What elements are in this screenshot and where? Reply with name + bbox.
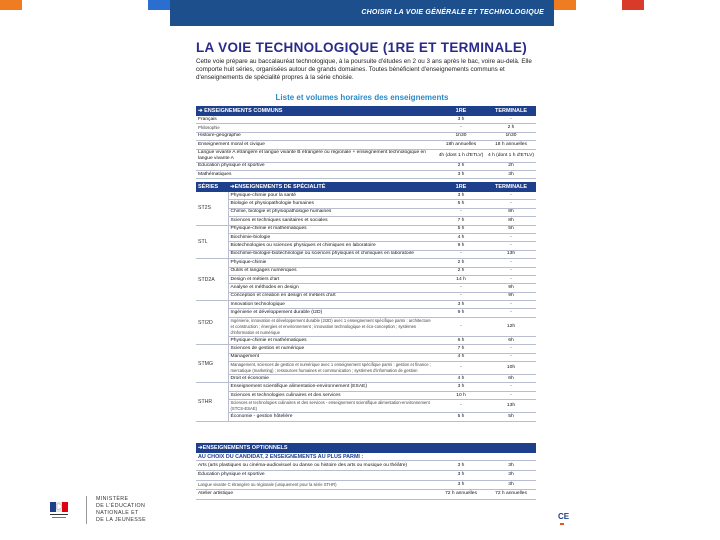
specialty-row bbox=[196, 250, 536, 258]
specialty-header-terminale: TERMINALE bbox=[486, 182, 536, 192]
specialty-row-label: Physique-chimie pour la santé bbox=[228, 192, 436, 200]
common-row bbox=[196, 170, 536, 178]
specialty-header-row bbox=[196, 182, 536, 192]
common-header-label: ➔ ENSEIGNEMENTS COMMUNS bbox=[196, 106, 436, 116]
header-ribbon bbox=[170, 0, 554, 26]
common-header-premiere: 1RE bbox=[436, 106, 486, 116]
top-accent-red bbox=[622, 0, 644, 10]
common-row-premiere: 2 h bbox=[436, 162, 486, 170]
specialty-row-label: Droit et économie bbox=[228, 375, 436, 383]
specialty-row bbox=[196, 317, 536, 336]
series-name: STI2D bbox=[196, 301, 228, 345]
specialty-row-terminale: 9h bbox=[486, 284, 536, 292]
specialty-row bbox=[196, 192, 536, 200]
table-subtitle: Liste et volumes horaires des enseignements bbox=[275, 93, 449, 102]
common-row-label: Mathématiques bbox=[196, 170, 436, 178]
common-row-premiere: 18h annuelles bbox=[436, 141, 486, 149]
specialty-row-premiere: 4 h bbox=[436, 233, 486, 241]
common-header-row bbox=[196, 106, 536, 116]
specialty-row-premiere: 5 h bbox=[436, 225, 486, 233]
specialty-row bbox=[196, 309, 536, 317]
common-row-terminale: 4 h (dont 1 h d'ETLV) bbox=[486, 149, 536, 162]
common-row-terminale: 18 h annuelles bbox=[486, 141, 536, 149]
specialty-row-terminale: 8h bbox=[486, 217, 536, 225]
specialty-row-terminale: - bbox=[486, 383, 536, 391]
optional-row-label: Langue vivante C étrangère ou régionale (uniquement pour la série STHR) bbox=[196, 480, 436, 490]
specialty-row-terminale: 6h bbox=[486, 375, 536, 383]
specialty-row bbox=[196, 242, 536, 250]
specialty-row-label: Physique-chimie bbox=[228, 259, 436, 267]
common-row-terminale: 2h bbox=[486, 162, 536, 170]
specialty-row bbox=[196, 391, 536, 399]
common-row bbox=[196, 116, 536, 124]
specialty-row bbox=[196, 336, 536, 344]
optional-row-premiere: 72 h annuelles bbox=[436, 490, 486, 500]
specialty-row-terminale: - bbox=[486, 391, 536, 399]
specialty-row-terminale: - bbox=[486, 192, 536, 200]
common-row-premiere: 1h30 bbox=[436, 132, 486, 140]
specialty-row bbox=[196, 345, 536, 353]
specialty-row-label: Biochimie-biologie bbox=[228, 233, 436, 241]
specialty-row-terminale: 13h bbox=[486, 400, 536, 413]
specialty-row-premiere: - bbox=[436, 292, 486, 300]
common-row bbox=[196, 141, 536, 149]
specialty-row-label: Innovation technologique bbox=[228, 301, 436, 309]
specialty-row bbox=[196, 353, 536, 361]
specialty-row bbox=[196, 400, 536, 413]
specialty-row bbox=[196, 275, 536, 283]
specialty-row-premiere: 5 h bbox=[436, 413, 486, 421]
specialty-row-premiere: 5 h bbox=[436, 200, 486, 208]
specialty-row-label: Sciences et technologies culinaires et des services - enseignement scientifique alimentation-environnement (STCS-ESAE) bbox=[228, 400, 436, 413]
specialty-row-label: Physique-chimie et mathématiques bbox=[228, 336, 436, 344]
specialty-row-label: Chimie, biologie et physiopathologie humaines bbox=[228, 208, 436, 216]
common-row-premiere: 3 h bbox=[436, 170, 486, 178]
specialty-row bbox=[196, 362, 536, 375]
specialty-row-premiere: 10 h bbox=[436, 391, 486, 399]
optional-header-label: ➔ENSEIGNEMENTS OPTIONNELS bbox=[196, 443, 536, 453]
common-row-terminale: 2 h bbox=[486, 124, 536, 132]
optional-row-label: Éducation physique et sportive bbox=[196, 470, 436, 480]
specialty-row-label: Conception et création en design et métiers d'art bbox=[228, 292, 436, 300]
specialty-row-terminale: 8h bbox=[486, 208, 536, 216]
specialty-row-premiere: 3 h bbox=[436, 301, 486, 309]
common-row bbox=[196, 132, 536, 140]
specialty-row bbox=[196, 267, 536, 275]
series-name: STMG bbox=[196, 345, 228, 383]
specialty-row bbox=[196, 233, 536, 241]
specialty-row-terminale: - bbox=[486, 233, 536, 241]
optional-row-label: Arts (arts plastiques ou cinéma-audiovisuel ou danse ou histoire des arts ou musique ou théâtre) bbox=[196, 461, 436, 471]
specialty-row-terminale: 6h bbox=[486, 336, 536, 344]
specialty-row bbox=[196, 375, 536, 383]
specialty-row-label: Ingénierie et développement durable (I2D) bbox=[228, 309, 436, 317]
specialty-row-label: Outils et langages numériques bbox=[228, 267, 436, 275]
specialty-row-terminale: - bbox=[486, 275, 536, 283]
top-accent-orange bbox=[0, 0, 22, 10]
page-title: LA VOIE TECHNOLOGIQUE (1RE ET TERMINALE) bbox=[196, 40, 528, 55]
specialty-row-label: Sciences de gestion et numérique bbox=[228, 345, 436, 353]
specialty-row-terminale: - bbox=[486, 259, 536, 267]
specialty-row-label: Sciences et techniques sanitaires et sociales bbox=[228, 217, 436, 225]
optional-note: AU CHOIX DU CANDIDAT, 2 ENSEIGNEMENTS AU PLUS PARMI : bbox=[196, 453, 536, 461]
specialty-row-label: Enseignement scientifique alimentation-environnement (ESAE) bbox=[228, 383, 436, 391]
specialty-row-premiere: - bbox=[436, 250, 486, 258]
specialty-row-terminale: 5h bbox=[486, 413, 536, 421]
optional-row-premiere: 3 h bbox=[436, 461, 486, 471]
optional-row-terminale: 3h bbox=[486, 480, 536, 490]
specialty-row-label: Biologie et physiopathologie humaines bbox=[228, 200, 436, 208]
optional-header-row bbox=[196, 443, 536, 453]
specialty-courses-table bbox=[196, 182, 536, 422]
series-name: STHR bbox=[196, 383, 228, 421]
specialty-row-terminale: - bbox=[486, 242, 536, 250]
common-row-premiere: - bbox=[436, 124, 486, 132]
optional-row-label: Atelier artistique bbox=[196, 490, 436, 500]
corner-text: CE bbox=[558, 512, 570, 521]
common-row-label: Langue vivante A étrangère et langue vivante B étrangère ou régionale + enseignement technologique en langue vivante A bbox=[196, 149, 436, 162]
common-row-label: Éducation physique et sportive bbox=[196, 162, 436, 170]
common-row-terminale: 1h30 bbox=[486, 132, 536, 140]
specialty-row bbox=[196, 383, 536, 391]
ministry-name: MINISTÈRE DE L'ÉDUCATION NATIONALE ET DE LA JEUNESSE bbox=[96, 496, 147, 523]
specialty-row-label: Design et métiers d'art bbox=[228, 275, 436, 283]
document-page bbox=[170, 0, 554, 540]
specialty-row-premiere: - bbox=[436, 362, 486, 375]
specialty-row-label: Biochimie-biologie-biotechnologie ou sciences physiques et chimiques en laboratoire bbox=[228, 250, 436, 258]
common-row bbox=[196, 124, 536, 132]
specialty-row-terminale: 12h bbox=[486, 317, 536, 336]
specialty-row bbox=[196, 284, 536, 292]
specialty-header-premiere: 1RE bbox=[436, 182, 486, 192]
ribbon-label: CHOISIR LA VOIE GÉNÉRALE ET TECHNOLOGIQUE bbox=[361, 9, 544, 16]
common-row-label: Enseignement moral et civique bbox=[196, 141, 436, 149]
common-row-terminale: - bbox=[486, 116, 536, 124]
specialty-row bbox=[196, 208, 536, 216]
specialty-row-premiere: 2 h bbox=[436, 259, 486, 267]
common-row-premiere: 4h (dont 1 h d'ETLV) bbox=[436, 149, 486, 162]
specialty-row bbox=[196, 225, 536, 233]
specialty-row-label: Ingénierie, innovation et développement durable (2I2D) avec 1 enseignement spécifique parmi : architecture et construction ; énergies et environnement ; innovation technologique et éco-conception ; systèmes d'information et numérique bbox=[228, 317, 436, 336]
common-row bbox=[196, 162, 536, 170]
specialty-row-premiere: 14 h bbox=[436, 275, 486, 283]
common-courses-table bbox=[196, 106, 536, 179]
optional-row-terminale: 3h bbox=[486, 470, 536, 480]
common-row-premiere: 3 h bbox=[436, 116, 486, 124]
specialty-row-label: Économie - gestion hôtelière bbox=[228, 413, 436, 421]
optional-row-terminale: 3h bbox=[486, 461, 536, 471]
specialty-row-label: Management, sciences de gestion et numérique avec 1 enseignement spécifique parmi : gestion et finance ; mercatique (marketing) ; ressources humaines et communication ; systèmes d'information de gestion bbox=[228, 362, 436, 375]
specialty-row-label: Physique-chimie et mathématiques bbox=[228, 225, 436, 233]
corner-accent bbox=[560, 523, 564, 525]
optional-row-terminale: 72 h annuelles bbox=[486, 490, 536, 500]
specialty-row-terminale: 5h bbox=[486, 225, 536, 233]
common-row-label: Français bbox=[196, 116, 436, 124]
specialty-row bbox=[196, 301, 536, 309]
specialty-row-premiere: 4 h bbox=[436, 375, 486, 383]
specialty-row-premiere: 9 h bbox=[436, 309, 486, 317]
common-row-terminale: 3h bbox=[486, 170, 536, 178]
specialty-row-premiere: 3 h bbox=[436, 383, 486, 391]
specialty-row-terminale: - bbox=[486, 345, 536, 353]
optional-row bbox=[196, 480, 536, 490]
specialty-row-terminale: - bbox=[486, 301, 536, 309]
specialty-row-premiere: - bbox=[436, 284, 486, 292]
optional-row-premiere: 3 h bbox=[436, 480, 486, 490]
specialty-row-terminale: - bbox=[486, 267, 536, 275]
logo-separator bbox=[86, 496, 87, 524]
optional-row-premiere: 3 h bbox=[436, 470, 486, 480]
specialty-row-terminale: 13h bbox=[486, 250, 536, 258]
optional-row bbox=[196, 461, 536, 471]
specialty-row-premiere: 7 h bbox=[436, 345, 486, 353]
specialty-row-premiere: 7 h bbox=[436, 217, 486, 225]
specialty-row-premiere: 6 h bbox=[436, 336, 486, 344]
series-name: ST2S bbox=[196, 192, 228, 225]
top-accent-orange-right bbox=[554, 0, 576, 10]
top-accent-blue bbox=[148, 0, 170, 10]
common-header-terminale: TERMINALE bbox=[486, 106, 536, 116]
optional-courses-table bbox=[196, 443, 536, 500]
specialty-row-label: Analyse et méthodes en design bbox=[228, 284, 436, 292]
specialty-row bbox=[196, 217, 536, 225]
specialty-row-premiere: 9 h bbox=[436, 242, 486, 250]
specialty-header-label: ➔ENSEIGNEMENTS DE SPÉCIALITÉ bbox=[228, 182, 436, 192]
specialty-row-premiere: 3 h bbox=[436, 192, 486, 200]
specialty-row bbox=[196, 413, 536, 421]
specialty-row-label: Biotechnologies ou sciences physiques et chimiques en laboratoire bbox=[228, 242, 436, 250]
specialty-row-terminale: 9h bbox=[486, 292, 536, 300]
specialty-row-premiere: 2 h bbox=[436, 267, 486, 275]
optional-row bbox=[196, 470, 536, 480]
specialty-row bbox=[196, 292, 536, 300]
specialty-row bbox=[196, 200, 536, 208]
specialty-row-terminale: - bbox=[486, 309, 536, 317]
optional-row bbox=[196, 490, 536, 500]
optional-note-row bbox=[196, 453, 536, 461]
specialty-row-premiere: - bbox=[436, 208, 486, 216]
specialty-row-terminale: 10h bbox=[486, 362, 536, 375]
specialty-row-terminale: - bbox=[486, 353, 536, 361]
specialty-row-premiere: - bbox=[436, 317, 486, 336]
marianne-logo-icon bbox=[48, 496, 70, 522]
common-row-label: Philosophie bbox=[196, 124, 436, 132]
specialty-header-series: SÉRIES bbox=[196, 182, 228, 192]
common-row-label: Histoire-géographie bbox=[196, 132, 436, 140]
specialty-row bbox=[196, 259, 536, 267]
specialty-row-premiere: 4 h bbox=[436, 353, 486, 361]
intro-paragraph: Cette voie prépare au baccalauréat technologique, à la poursuite d'études en 2 ou 3 ans après le bac, voire au-delà. Elle comporte huit séries, organisées autour de grands domaines. Toutes bénéficient d'enseignements communs et d'enseignements de spécialité propres à la série choisie. bbox=[196, 58, 532, 81]
common-row bbox=[196, 149, 536, 162]
specialty-row-premiere: - bbox=[436, 400, 486, 413]
series-name: STD2A bbox=[196, 259, 228, 301]
specialty-row-label: Sciences et technologies culinaires et des services bbox=[228, 391, 436, 399]
specialty-row-terminale: - bbox=[486, 200, 536, 208]
specialty-row-label: Management bbox=[228, 353, 436, 361]
series-name: STL bbox=[196, 225, 228, 259]
